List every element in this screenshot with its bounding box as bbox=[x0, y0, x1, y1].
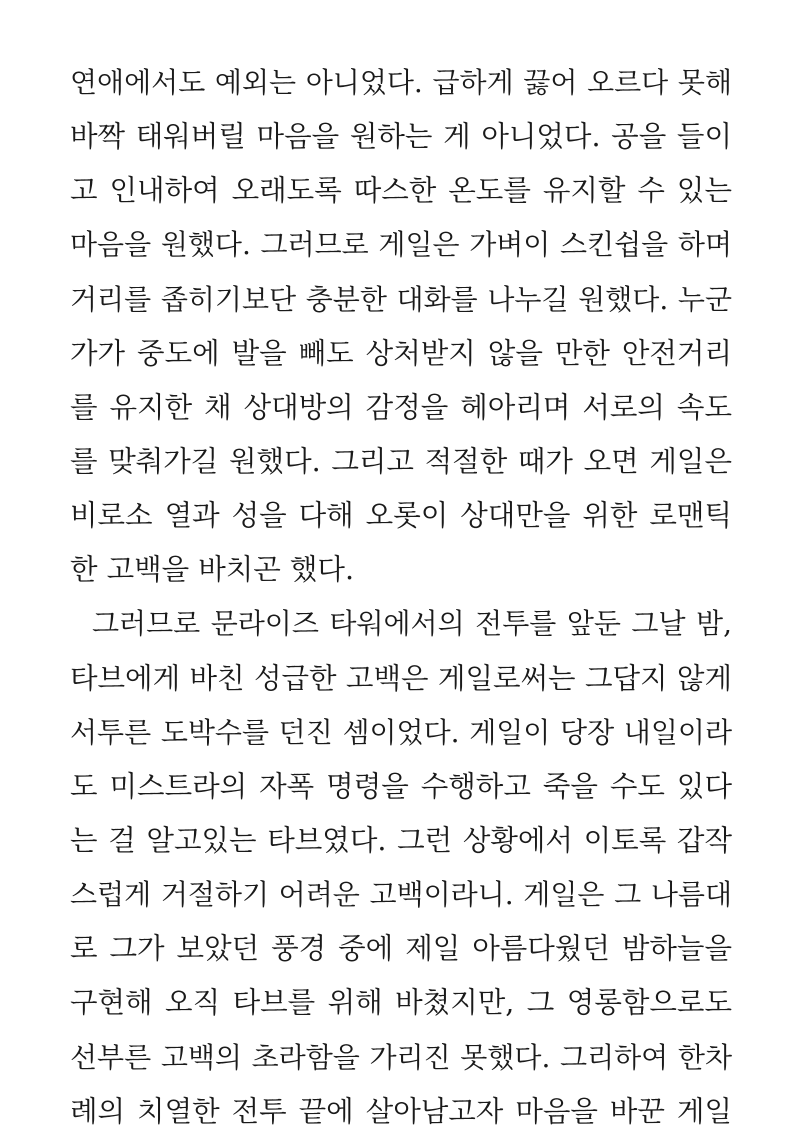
text-line: 로 그가 보았던 풍경 중에 제일 아름다웠던 밤하늘을 bbox=[70, 932, 732, 966]
text-line: 스럽게 거절하기 어려운 고백이라니. 게일은 그 나름대 bbox=[70, 878, 732, 912]
paragraph-first-line: 그러므로 문라이즈 타워에서의 전투를 앞둔 그날 밤, bbox=[92, 607, 732, 641]
text-line: 비로소 열과 성을 다해 오롯이 상대만을 위한 로맨틱 bbox=[70, 499, 732, 533]
text-line: 를 유지한 채 상대방의 감정을 헤아리며 서로의 속도 bbox=[70, 390, 732, 424]
text-line: 를 맞춰가길 원했다. 그리고 적절한 때가 오면 게일은 bbox=[70, 444, 732, 478]
body-text bbox=[70, 56, 732, 1139]
text-line: 는 걸 알고있는 타브였다. 그런 상황에서 이토록 갑작 bbox=[70, 823, 732, 857]
text-line: 타브에게 바친 성급한 고백은 게일로써는 그답지 않게 bbox=[70, 661, 732, 695]
text-line: 바짝 태워버릴 마음을 원하는 게 아니었다. 공을 들이 bbox=[70, 120, 732, 154]
text-line: 도 미스트라의 자폭 명령을 수행하고 죽을 수도 있다 bbox=[70, 769, 732, 803]
text-line: 례의 치열한 전투 끝에 살아남고자 마음을 바꾼 게일 bbox=[70, 1094, 732, 1128]
text-line: 고 인내하여 오래도록 따스한 온도를 유지할 수 있는 bbox=[70, 174, 732, 208]
paragraph-end-line: 한 고백을 바치곤 했다. bbox=[70, 553, 355, 587]
text-line: 서투른 도박수를 던진 셈이었다. 게일이 당장 내일이라 bbox=[70, 715, 732, 749]
text-line: 마음을 원했다. 그러므로 게일은 가벼이 스킨쉽을 하며 bbox=[70, 228, 732, 262]
text-line: 거리를 좁히기보단 충분한 대화를 나누길 원했다. 누군 bbox=[70, 282, 732, 316]
text-line: 연애에서도 예외는 아니었다. 급하게 끓어 오르다 못해 bbox=[70, 66, 732, 99]
text-line: 구현해 오직 타브를 위해 바쳤지만, 그 영롱함으로도 bbox=[70, 986, 732, 1020]
text-line: 가가 중도에 발을 빼도 상처받지 않을 만한 안전거리 bbox=[70, 336, 732, 370]
text-line: 선부른 고백의 초라함을 가리진 못했다. 그리하여 한차 bbox=[70, 1040, 732, 1074]
